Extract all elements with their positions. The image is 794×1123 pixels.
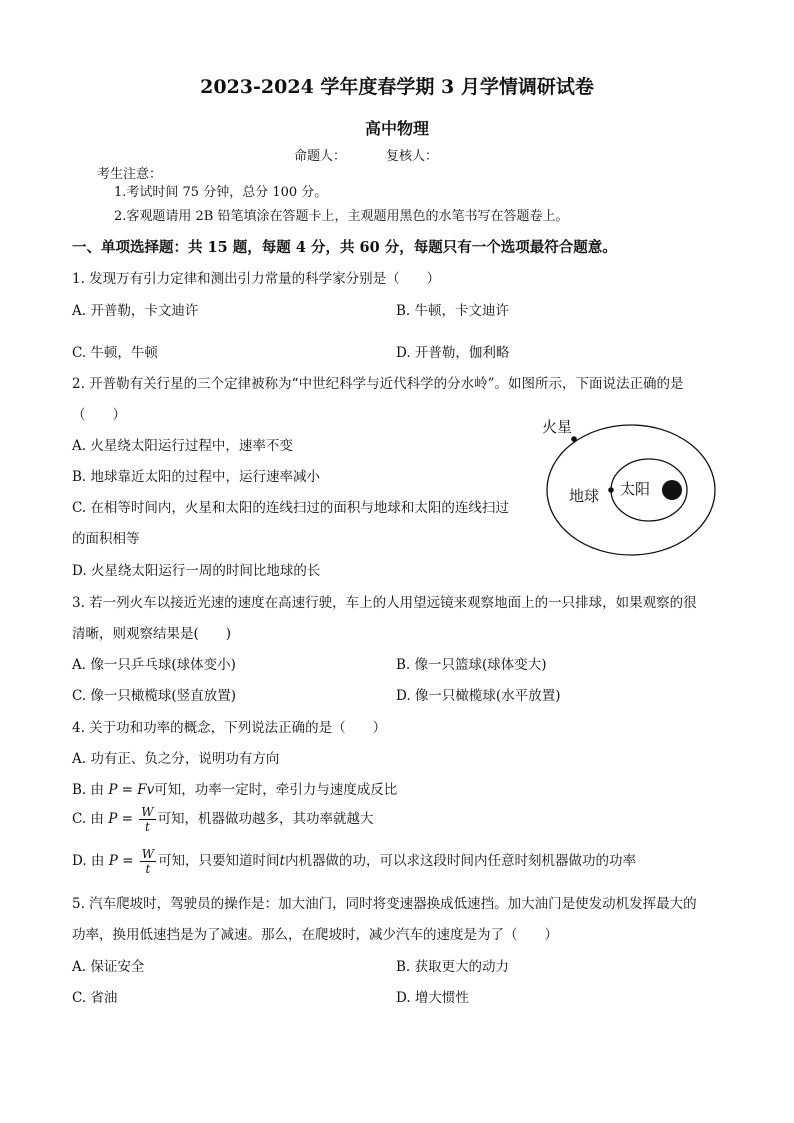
formula-power: P = Fv (108, 782, 155, 798)
option-c-prefix: C. 由 (72, 811, 104, 827)
subject-title: 高中物理 (364, 119, 429, 138)
time-variable: t (279, 853, 285, 869)
question-stem-cont: 清晰，则观察结果是( ) (72, 626, 232, 642)
fraction-w-over-t (139, 806, 155, 833)
option-b (72, 778, 397, 798)
question-stem: 1. 发现万有引力定律和测出引力常量的科学家分别是（ ） (72, 271, 441, 287)
option-d: D. 像一只橄榄球(水平放置) (396, 688, 561, 704)
option-a: A. 保证安全 (72, 959, 145, 975)
question-stem: 2. 开普勒有关行星的三个定律被称为“中世纪科学与近代科学的分水岭”。如图所示，下面说法正确的是 (72, 376, 684, 392)
option-c-text: 可知，机器做功越多，其功率就越大 (157, 811, 374, 827)
option-c: C. 在相等时间内，火星和太阳的连线扫过的面积与地球和太阳的连线扫过 (72, 500, 509, 516)
option-b-text: 可知，功率一定时，牵引力与速度成反比 (154, 782, 398, 798)
option-c (72, 806, 374, 833)
mars-dot (571, 436, 577, 442)
fraction-w-over-t (140, 848, 156, 875)
option-d: D. 增大惯性 (396, 990, 469, 1006)
option-c: C. 牛顿，牛顿 (72, 345, 158, 361)
frac-numerator: W (141, 805, 154, 819)
exam-title: 2023-2024 学年度春学期 3 月学情调研试卷 (200, 76, 594, 98)
author-label: 命题人： (294, 149, 347, 164)
option-d: D. 开普勒，伽利略 (396, 345, 510, 361)
notice-item: 1.考试时间 75 分钟，总分 100 分。 (114, 185, 328, 200)
formula-lhs: P = (108, 811, 133, 827)
option-d-text: 可知，只要知道时间 (158, 853, 280, 869)
option-a: A. 开普勒，卡文迪许 (72, 303, 199, 319)
section-heading: 一、单项选择题：共 15 题，每题 4 分，共 60 分，每题只有一个选项最符合题意。 (72, 239, 617, 256)
option-b: B. 像一只篮球(球体变大) (396, 657, 547, 673)
earth-label: 地球 (569, 487, 600, 505)
frac-numerator: W (141, 847, 155, 861)
option-a: A. 火星绕太阳运行过程中，速率不变 (72, 438, 293, 454)
option-d (72, 848, 636, 875)
sun-icon (662, 480, 682, 500)
frac-denominator: t (144, 820, 150, 834)
question-stem: 5. 汽车爬坡时，驾驶员的操作是：加大油门，同时将变速器换成低速挡。加大油门是使发动机发挥最大的 (72, 896, 697, 912)
option-a: A. 功有正、负之分，说明功有方向 (72, 751, 280, 767)
frac-denominator: t (145, 862, 151, 876)
option-d: D. 火星绕太阳运行一周的时间比地球的长 (72, 563, 321, 579)
option-b: B. 牛顿，卡文迪许 (396, 303, 510, 319)
question-stem-cont: （ ） (72, 407, 126, 423)
reviewer-label: 复核人： (386, 149, 439, 164)
option-c-cont: 的面积相等 (72, 531, 140, 547)
formula-lhs: P = (108, 853, 134, 869)
question-stem-cont: 功率，换用低速挡是为了减速。那么，在爬坡时，减少汽车的速度是为了（ ） (72, 927, 558, 943)
option-c: C. 省油 (72, 990, 118, 1006)
question-stem: 4. 关于功和功率的概念，下列说法正确的是（ ） (72, 720, 387, 736)
earth-dot (608, 487, 614, 493)
option-b-prefix: B. 由 (72, 782, 105, 798)
orbit-diagram (536, 412, 726, 562)
mars-label: 火星 (542, 418, 573, 436)
option-b: B. 地球靠近太阳的过程中，运行速率减小 (72, 469, 321, 485)
option-d-text-end: 内机器做的功，可以求这段时间内任意时刻机器做功的功率 (285, 853, 636, 869)
option-b: B. 获取更大的动力 (396, 959, 510, 975)
option-d-prefix: D. 由 (72, 853, 105, 869)
option-c: C. 像一只橄榄球(竖直放置) (72, 688, 236, 704)
author-reviewer-line (294, 145, 438, 164)
question-stem: 3. 若一列火车以接近光速的速度在高速行驶，车上的人用望远镜来观察地面上的一只排球，如果观察的很 (72, 595, 697, 611)
sun-label: 太阳 (620, 480, 651, 498)
option-a: A. 像一只乒乓球(球体变小) (72, 657, 236, 673)
notice-title: 考生注意： (97, 167, 163, 182)
notice-item: 2.客观题请用 2B 铅笔填涂在答题卡上，主观题用黑色的水笔书写在答题卷上。 (114, 209, 569, 224)
